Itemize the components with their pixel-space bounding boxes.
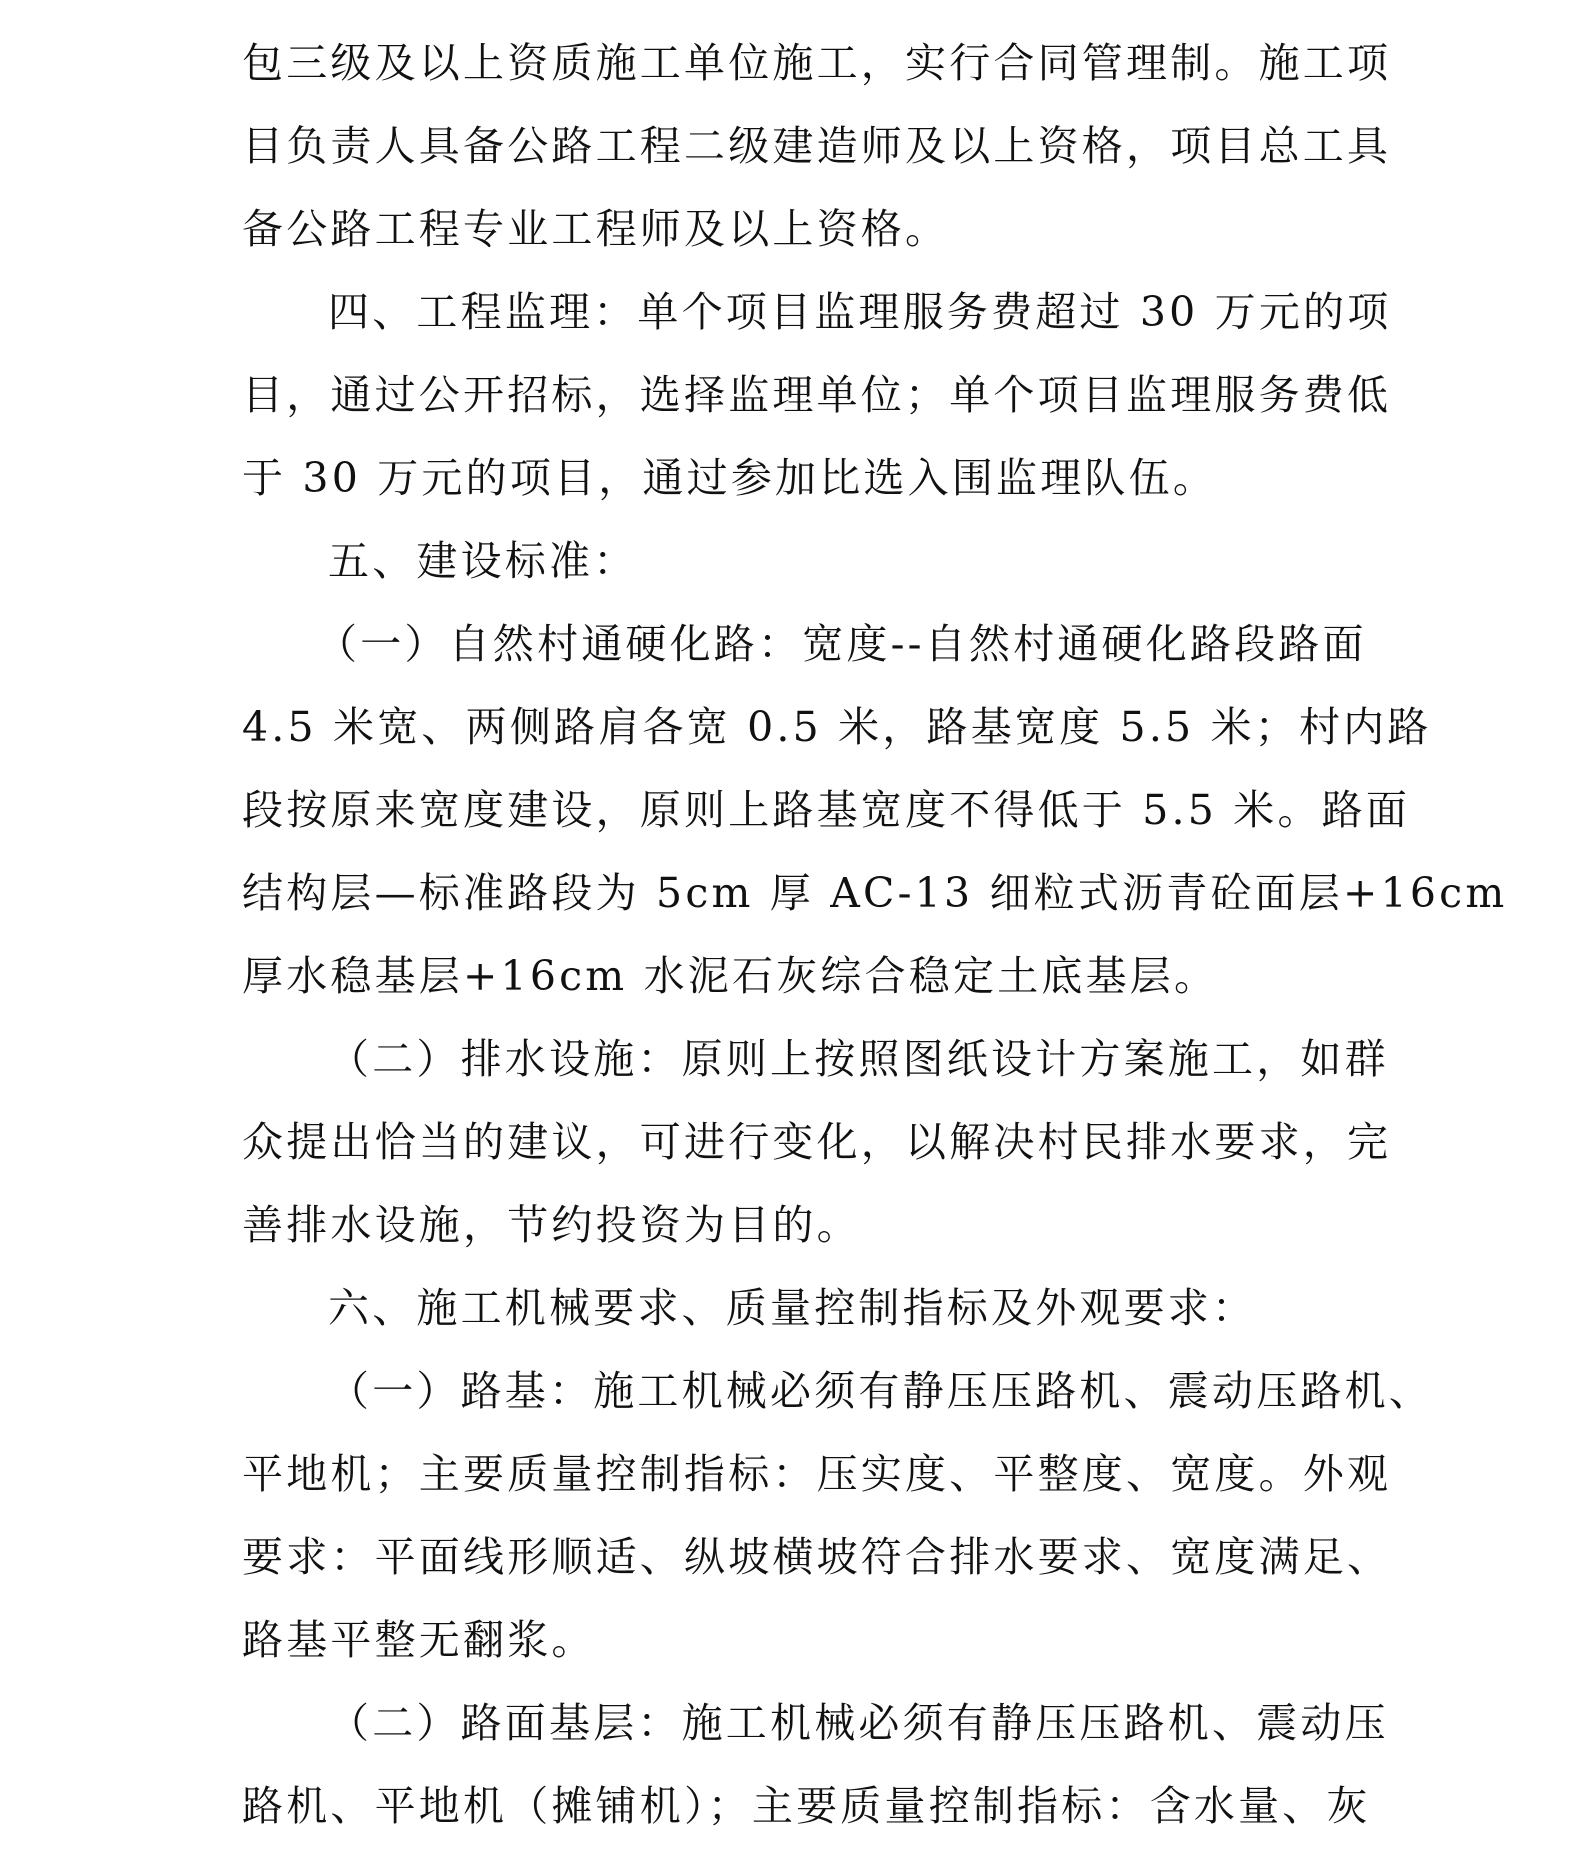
subsection-pavement-base-heading: （二）路面基层：施工机械必须有静压压路机、震动压 [328, 1699, 1389, 1747]
section-heading-4: 四、工程监理：单个项目监理服务费超过 30 万元的项 [328, 288, 1392, 336]
text-line: 平地机；主要质量控制指标：压实度、平整度、宽度。外观 [242, 1450, 1392, 1498]
text-line: 众提出恰当的建议，可进行变化，以解决村民排水要求，完 [242, 1118, 1392, 1166]
text-line: 备公路工程专业工程师及以上资格。 [242, 205, 950, 253]
text-line: 路机、平地机（摊铺机）；主要质量控制指标：含水量、灰 [242, 1782, 1371, 1830]
document-body [242, 22, 1508, 1848]
text-line: 善排水设施，节约投资为目的。 [242, 1201, 861, 1249]
text-line: 段按原来宽度建设，原则上路基宽度不得低于 5.5 米。路面 [242, 786, 1411, 834]
section-heading-5: 五、建设标准： [328, 537, 638, 585]
text-line: 厚水稳基层+16cm 水泥石灰综合稳定土底基层。 [242, 952, 1219, 1000]
subsection-roadbed-heading: （一）路基：施工机械必须有静压压路机、震动压路机、 [328, 1367, 1433, 1415]
text-line: 包三级及以上资质施工单位施工，实行合同管理制。施工项 [242, 39, 1392, 87]
text-line: 于 30 万元的项目，通过参加比选入围监理队伍。 [242, 454, 1218, 502]
subsection-2-heading: （二）排水设施：原则上按照图纸设计方案施工，如群 [328, 1035, 1389, 1083]
text-line: 4.5 米宽、两侧路肩各宽 0.5 米，路基宽度 5.5 米；村内路 [242, 703, 1432, 751]
subsection-1-heading: （一）自然村通硬化路：宽度--自然村通硬化路段路面 [316, 620, 1367, 668]
text-line: 路基平整无翻浆。 [242, 1616, 596, 1664]
text-line: 目，通过公开招标，选择监理单位；单个项目监理服务费低 [242, 371, 1392, 419]
text-line: 目负责人具备公路工程二级建造师及以上资格，项目总工具 [242, 122, 1392, 170]
text-line: 结构层—标准路段为 5cm 厚 AC-13 细粒式沥青砼面层+16cm [242, 869, 1508, 917]
section-heading-6: 六、施工机械要求、质量控制指标及外观要求： [328, 1284, 1257, 1332]
text-line: 要求：平面线形顺适、纵坡横坡符合排水要求、宽度满足、 [242, 1533, 1392, 1581]
